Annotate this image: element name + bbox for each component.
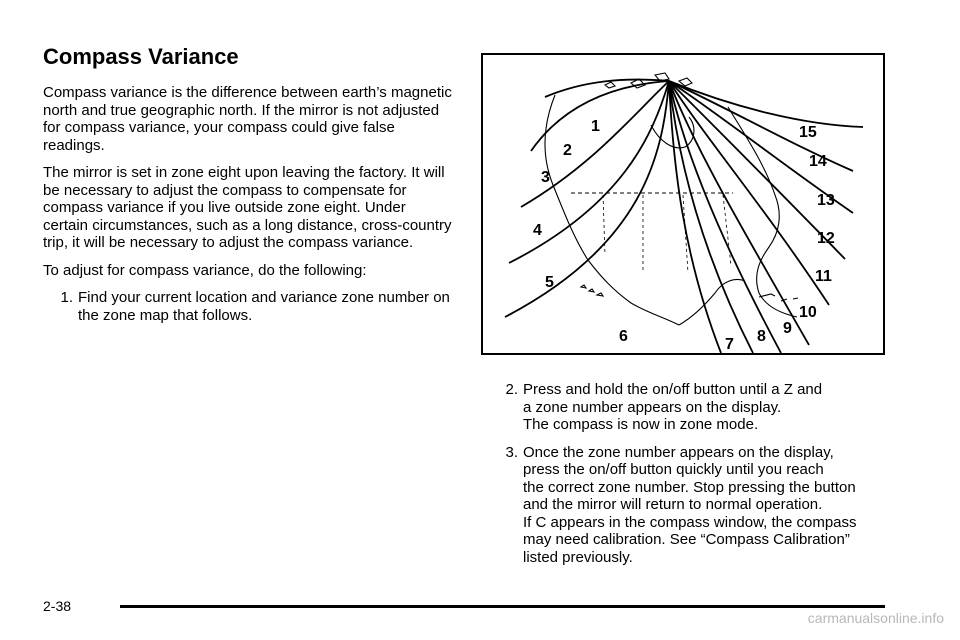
intro-column xyxy=(43,84,453,334)
intro-paragraph-3: To adjust for compass variance, do the following: xyxy=(43,261,367,279)
zone-label-8: 8 xyxy=(757,328,766,345)
step-2 xyxy=(488,381,898,434)
zone-line-3 xyxy=(521,81,669,207)
zone-line-2 xyxy=(531,81,669,151)
page-title: Compass Variance xyxy=(43,44,239,69)
coastline-west xyxy=(545,95,679,325)
zone-label-1: 1 xyxy=(591,118,600,135)
zone-label-15: 15 xyxy=(799,124,817,141)
intro-paragraph-2: The mirror is set in zone eight upon leaving the factory. It will be necessary to adjust the compass to compensate for compass variance if you live outside zone eight. Under certain circumstances, such as a long distance, cross-country trip, it will be necessary to adjust the compass variance. xyxy=(43,164,452,251)
step-1-number: 1. xyxy=(60,289,73,306)
coastline-east xyxy=(728,107,797,317)
footer-rule xyxy=(120,605,885,608)
zone-line-5 xyxy=(505,81,669,317)
step-3-line-7: listed previously. xyxy=(523,548,633,566)
zone-label-4: 4 xyxy=(533,222,542,239)
step-3-line-5: If C appears in the compass window, the compass xyxy=(523,513,857,531)
step-3-text xyxy=(523,444,898,567)
step-2-line-2: a zone number appears on the display. xyxy=(523,398,782,416)
zone-line-6 xyxy=(669,81,721,353)
step-1-text: Find your current location and variance zone number on the zone map that follows. xyxy=(78,289,450,324)
zone-label-10: 10 xyxy=(799,304,817,321)
step-3-number: 3. xyxy=(505,443,518,461)
zone-line-9 xyxy=(669,81,809,345)
zone-label-3: 3 xyxy=(541,169,550,186)
step-2-text xyxy=(523,381,898,434)
zone-label-5: 5 xyxy=(545,274,554,291)
watermark: carmanualsonline.info xyxy=(807,610,944,626)
zone-label-7: 7 xyxy=(725,336,734,353)
step-3-line-4: and the mirror will return to normal operation. xyxy=(523,496,823,513)
zone-label-9: 9 xyxy=(783,320,792,337)
step-3-line-6: may need calibration. See “Compass Calibration” xyxy=(523,531,850,548)
zone-label-12: 12 xyxy=(817,230,835,247)
step-2-line-1: Press and hold the on/off button until a Z and xyxy=(523,381,823,398)
zone-label-11: 11 xyxy=(815,268,832,285)
hawaii xyxy=(581,285,603,296)
caribbean xyxy=(759,294,798,301)
gulf-coast xyxy=(679,280,745,326)
zone-line-7 xyxy=(669,81,753,353)
zone-label-2: 2 xyxy=(563,142,572,159)
step-3 xyxy=(488,444,898,567)
step-3-line-1: Once the zone number appears on the display, xyxy=(523,443,834,461)
zone-line-14 xyxy=(669,81,863,127)
zone-label-6: 6 xyxy=(619,328,628,345)
intro-paragraph-1: Compass variance is the difference between earth’s magnetic north and true geographic north. If the mirror is not adjusted for compass variance, your compass could give false readings. xyxy=(43,84,452,154)
zone-label-14: 14 xyxy=(809,153,827,170)
step-2-line-3: The compass is now in zone mode. xyxy=(523,416,759,433)
step-3-line-3: the correct zone number. Stop pressing the button xyxy=(523,478,856,496)
zone-label-13: 13 xyxy=(817,192,835,209)
page-number: 2-38 xyxy=(43,598,72,614)
step-1 xyxy=(43,289,453,324)
step-2-number: 2. xyxy=(505,381,518,398)
zone-map xyxy=(481,53,885,355)
zone-map-drawing xyxy=(483,55,883,353)
step-3-line-2: press the on/off button quickly until you reach xyxy=(523,461,824,478)
steps-column xyxy=(488,381,898,576)
